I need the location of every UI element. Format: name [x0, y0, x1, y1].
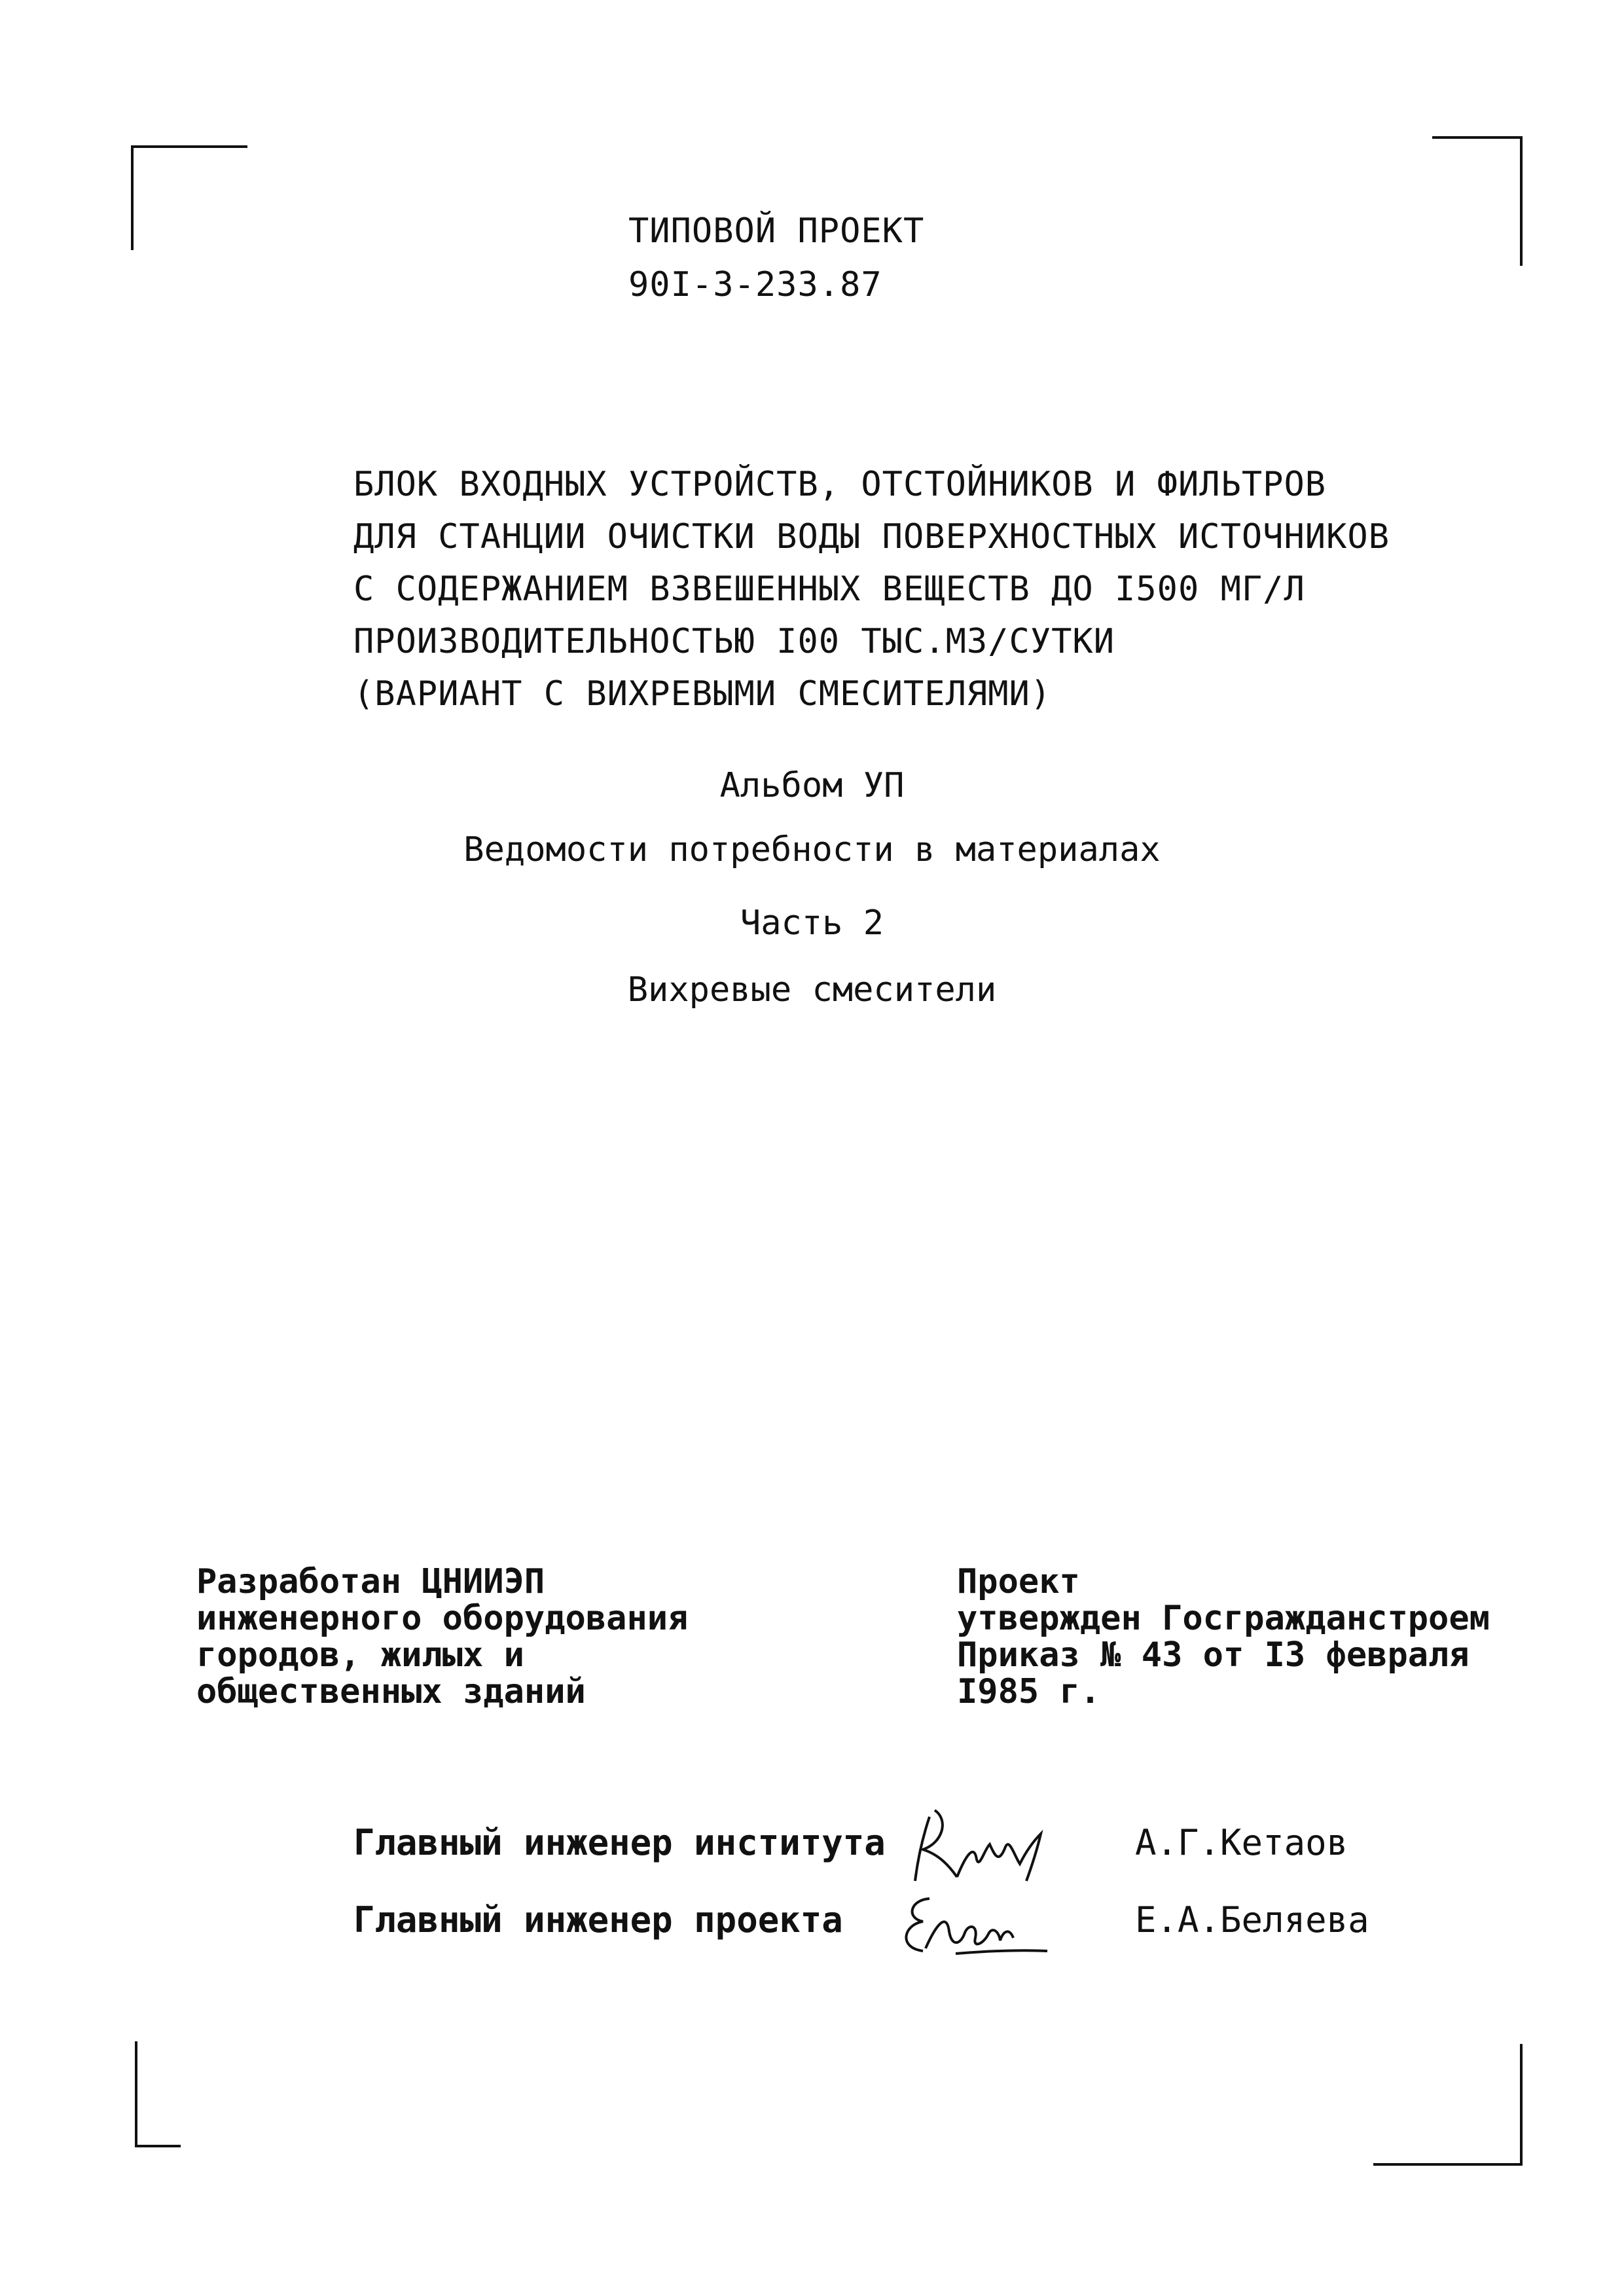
corner-mark-bottom-right-v	[1520, 2044, 1523, 2166]
corner-mark-top-left-h	[131, 145, 247, 148]
approval-line: утвержден Госгражданстроем	[957, 1599, 1490, 1638]
corner-mark-top-left-v	[131, 145, 134, 250]
corner-mark-top-right-v	[1520, 136, 1523, 266]
signature-role-institute: Главный инженер института	[353, 1822, 886, 1863]
description-line: ПРОИЗВОДИТЕЛЬНОСТЬЮ I00 ТЫС.М3/СУТКИ	[353, 622, 1115, 661]
corner-mark-bottom-left-v	[135, 2041, 137, 2147]
corner-mark-top-right-h	[1432, 136, 1523, 139]
album-part: Часть 2	[740, 903, 884, 943]
developer-line: Разработан ЦНИИЭП	[196, 1562, 545, 1601]
handwritten-signature-project	[884, 1886, 1054, 1964]
project-type: ТИПОВОЙ ПРОЕКТ	[628, 211, 925, 251]
album-subtitle: Ведомости потребности в материалах	[463, 830, 1161, 869]
project-description	[353, 458, 1390, 720]
signature-name-project: Е.А.Беляева	[1135, 1899, 1369, 1941]
description-line: (ВАРИАНТ С ВИХРЕВЫМИ СМЕСИТЕЛЯМИ)	[353, 674, 1052, 714]
developer-line: общественных зданий	[196, 1672, 586, 1711]
developer-block	[196, 1563, 688, 1710]
developer-line: городов, жилых и	[196, 1635, 524, 1675]
corner-mark-bottom-right-h	[1373, 2163, 1523, 2166]
description-line: ДЛЯ СТАНЦИИ ОЧИСТКИ ВОДЫ ПОВЕРХНОСТНЫХ ИСТОЧНИКОВ	[353, 517, 1390, 556]
approval-block	[957, 1563, 1490, 1710]
project-number: 90I-3-233.87	[628, 265, 882, 304]
description-line: С СОДЕРЖАНИЕМ ВЗВЕШЕННЫХ ВЕЩЕСТВ ДО I500 МГ/Л	[353, 570, 1305, 609]
album-part-title: Вихревые смесители	[627, 970, 997, 1010]
approval-line: I985 г.	[957, 1672, 1101, 1711]
album-label: Альбом УП	[719, 766, 905, 805]
corner-mark-bottom-left-h	[135, 2145, 181, 2147]
handwritten-signature-institute	[903, 1804, 1060, 1889]
approval-line: Проект	[957, 1562, 1080, 1601]
developer-line: инженерного оборудования	[196, 1599, 689, 1638]
signature-name-institute: А.Г.Кетаов	[1135, 1822, 1348, 1863]
approval-line: Приказ № 43 от I3 февраля	[957, 1635, 1470, 1675]
project-header	[628, 204, 924, 312]
description-line: БЛОК ВХОДНЫХ УСТРОЙСТВ, ОТСТОЙНИКОВ И ФИЛЬТРОВ	[353, 465, 1327, 504]
signature-role-project: Главный инженер проекта	[353, 1899, 843, 1941]
